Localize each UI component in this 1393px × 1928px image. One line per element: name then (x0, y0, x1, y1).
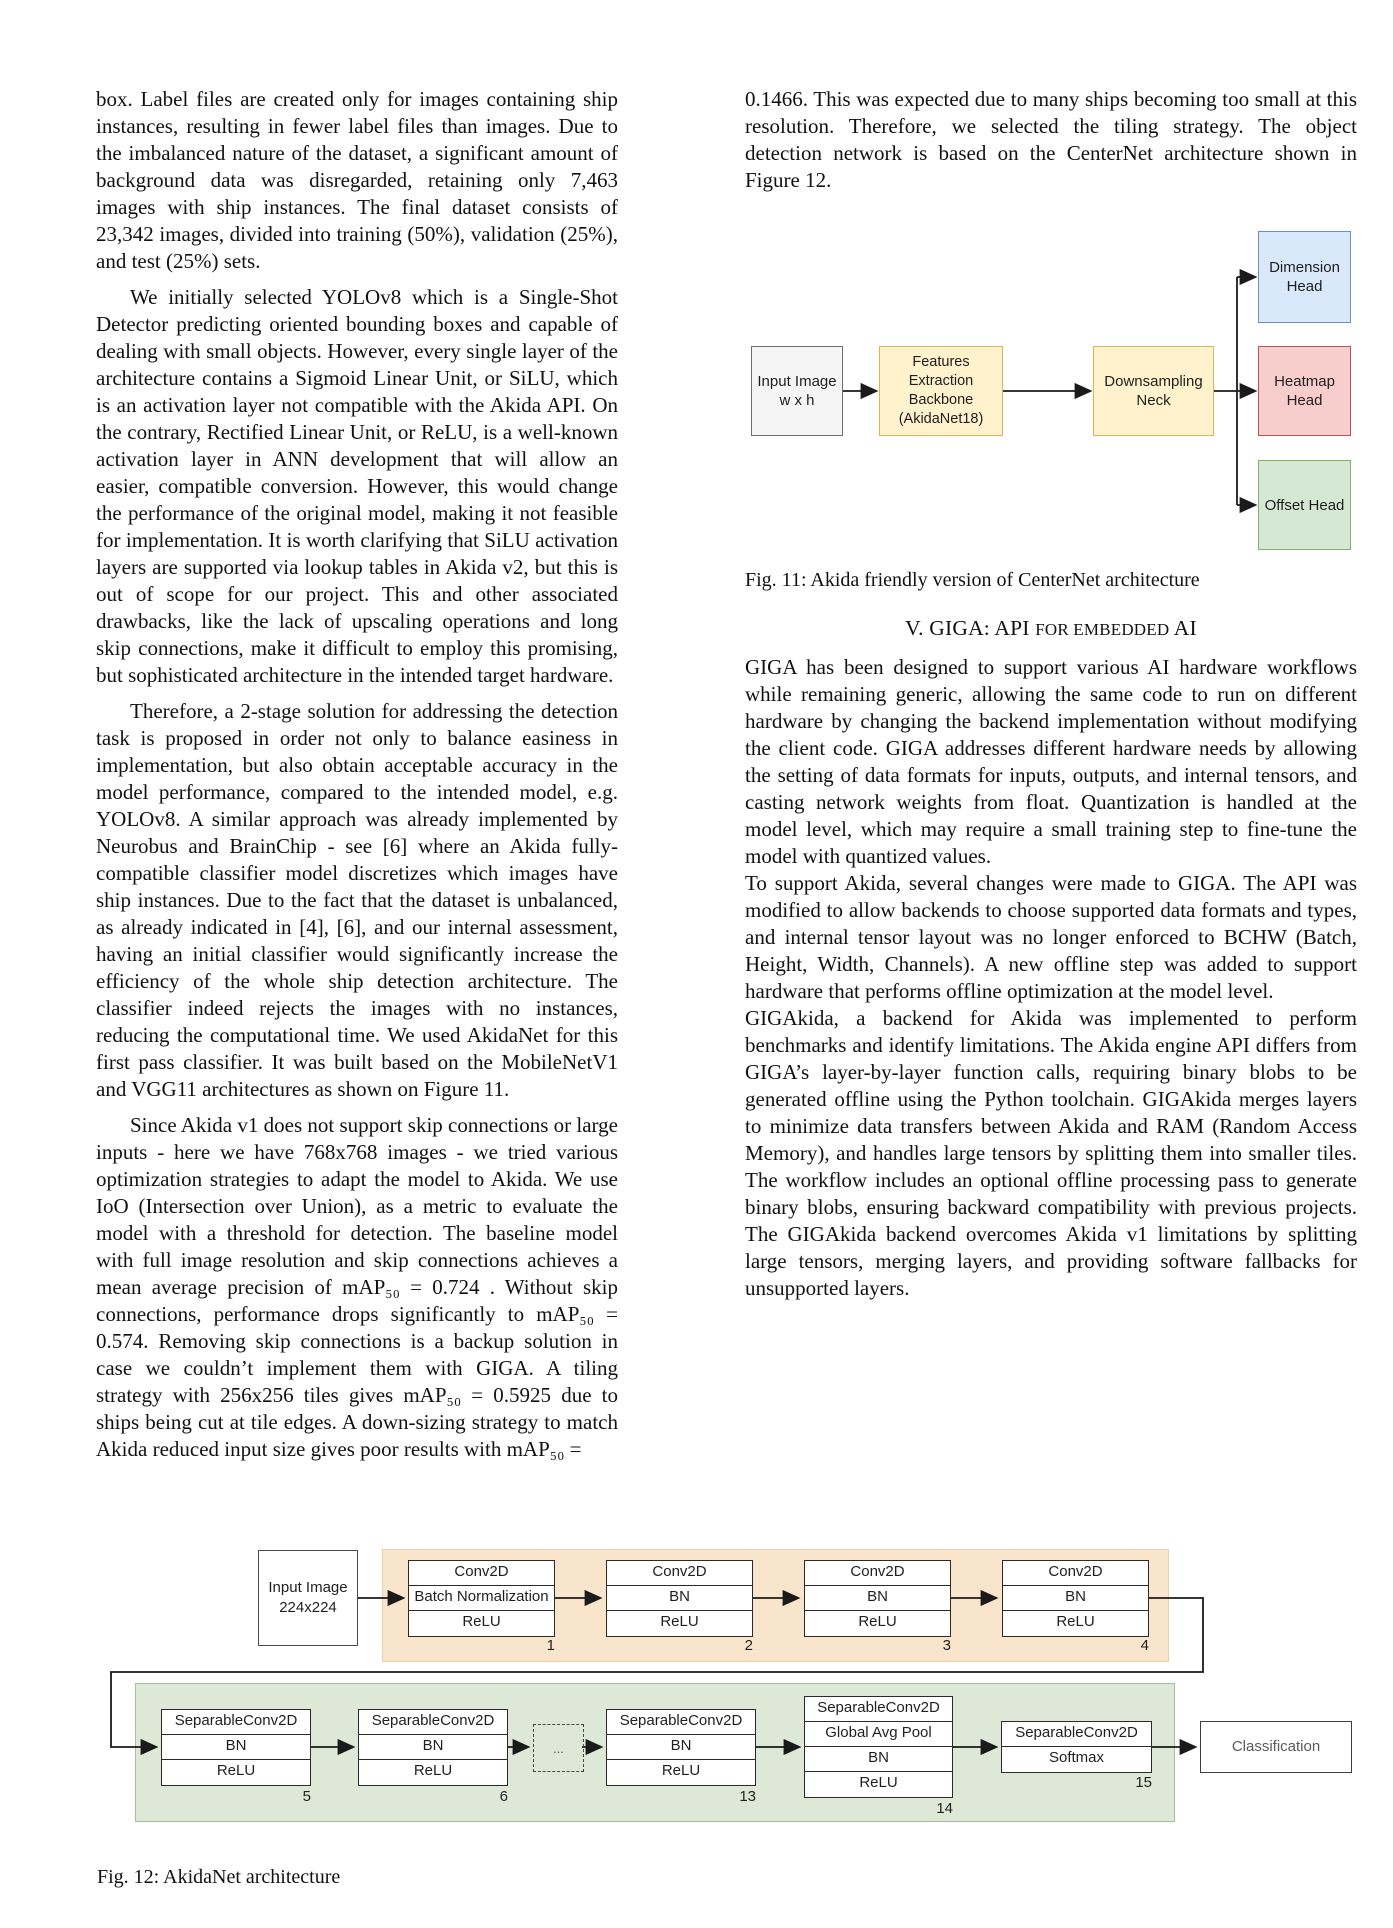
paragraph-yolov8: We initially selected YOLOv8 which is a Single-Shot Detector predicting oriented bounding boxes and capable of dealing with small objects. However, every single layer of the architecture contains a Sigmoid Linear Unit, or SiLU, which is an activation layer not compatible with the Akida API. On the contrary, Rectified Linear Unit, or ReLU, is a well-known activation layer in ANN development that will allow an easier, compatible conversion. However, this would change the performance of the original model, making it not feasible for implementation. It is worth clarifying that SiLU activation layers are supported via lookup tables in Akida v2, but this is out of scope for our project. This and other associated drawbacks, like the lack of upscaling operations and long skip connections, make it difficult to employ this promising, but sophisticated architecture in the intended target hardware. (96, 285, 618, 687)
section-heading-tail: AI (1169, 616, 1197, 640)
fig11-neck-node: Downsampling Neck (1093, 346, 1214, 436)
fig12-block-1: Conv2D Batch Normalization ReLU (408, 1560, 555, 1637)
paragraph-akida-v1: Since Akida v1 does not support skip connections or large inputs - here we have 768x768 images - we tried various optimization strategies to adapt the model to Akida. We use IoO (Intersection over Union), as a metric to evaluate the model with a threshold for detection. The baseline model with full image resolution and skip connections achieves a mean average precision of mAP₅₀ = 0.724 . Without skip connections, performance drops significantly to mAP₅₀ = 0.574. Removing skip connections is a backup solution in case we couldn’t implement them with GIGA. A tiling strategy with 256x256 tiles gives mAP₅₀ = 0.5925 due to ships being cut at tile edges. A down-sizing strategy to match Akida reduced input size gives poor results with mAP₅₀ = (96, 1113, 618, 1461)
fig12-block-13-number: 13 (739, 1788, 756, 1805)
fig12-block-2-number: 2 (744, 1637, 753, 1654)
figure-11 (745, 222, 1357, 558)
fig11-backbone-node: Features Extraction Backbone (AkidaNet18) (879, 346, 1003, 436)
paragraph-gigakida: GIGAkida, a backend for Akida was implemented to perform benchmarks and identify limitations. The Akida engine API differs from GIGA’s layer-by-layer function calls, requiring binary blobs to be generated offline using the Python toolchain. GIGAkida merges layers to minimize data transfers between Akida and RAM (Random Access Memory), and handles large tensors by splitting them into smaller tiles. The workflow includes an optional offline processing pass to generate binary blobs, ensuring backward compatibility with previous projects. The GIGAkida backend overcomes Akida v1 limitations by splitting large tensors, merging layers, and providing software fallbacks for unsupported layers. (745, 1006, 1357, 1300)
fig12-block-5-number: 5 (302, 1788, 311, 1805)
left-column (96, 86, 618, 1472)
fig12-block-3-number: 3 (942, 1637, 951, 1654)
fig11-dimension-head-node: Dimension Head (1258, 231, 1351, 323)
section-heading-smallcaps: FOR EMBEDDED (1035, 620, 1170, 639)
fig12-block-13: SeparableConv2D BN ReLU (606, 1709, 756, 1786)
fig12-block-6-number: 6 (499, 1788, 508, 1805)
ellipsis-label: ... (553, 1740, 564, 1756)
fig12-input-node: Input Image 224x224 (258, 1550, 358, 1646)
section-heading-main: V. GIGA: API (905, 616, 1036, 640)
fig12-block-4: Conv2D BN ReLU (1002, 1560, 1149, 1637)
fig12-block-14: SeparableConv2D Global Avg Pool BN ReLU (804, 1696, 953, 1798)
fig12-block-6: SeparableConv2D BN ReLU (358, 1709, 508, 1786)
fig12-classification-node: Classification (1200, 1721, 1352, 1773)
right-column (745, 86, 1357, 1302)
fig11-input-size: w x h (779, 392, 815, 409)
fig12-block-14-number: 14 (936, 1800, 953, 1817)
fig11-input-node (751, 346, 843, 436)
paragraph-tiling: 0.1466. This was expected due to many ships becoming too small at this resolution. Therefore, we selected the tiling strategy. The object detection network is based on the CenterNet architecture shown in Figure 12. (745, 87, 1357, 192)
fig11-offset-head-node: Offset Head (1258, 460, 1351, 550)
fig12-block-3: Conv2D BN ReLU (804, 1560, 951, 1637)
figure-12 (80, 1540, 1393, 1840)
fig12-block-15: SeparableConv2D Softmax (1001, 1721, 1152, 1773)
fig11-caption: Fig. 11: Akida friendly version of CenterNet architecture (745, 569, 1200, 591)
paragraph-dataset: box. Label files are created only for images containing ship instances, resulting in fewer label files than images. Due to the imbalanced nature of the dataset, a significant amount of background data was disregarded, retaining only 7,463 images with ship instances. The final dataset consists of 23,342 images, divided into training (50%), validation (25%), and test (25%) sets. (96, 87, 618, 273)
fig12-block-15-number: 15 (1135, 1774, 1152, 1791)
paragraph-giga-design: GIGA has been designed to support various AI hardware workflows while remaining generic, allowing the same code to run on different hardware by changing the backend implementation without modifying the client code. GIGA addresses different hardware needs by allowing the setting of data formats for inputs, outputs, and internal tensors, and casting network weights from float. Quantization is handled at the model level, which may require a small training step to fine-tune the model with quantized values. (745, 655, 1357, 868)
paragraph-giga-akida-changes: To support Akida, several changes were made to GIGA. The API was modified to allow backends to choose supported data formats and types, and internal tensor layout was no longer enforced to BCHW (Batch, Height, Width, Channels). A new offline step was added to support hardware that performs offline optimization at the model level. (745, 871, 1357, 1003)
fig12-block-1-number: 1 (546, 1637, 555, 1654)
fig12-caption: Fig. 12: AkidaNet architecture (97, 1866, 341, 1888)
fig11-input-label: Input Image (757, 373, 837, 390)
fig12-block-5: SeparableConv2D BN ReLU (161, 1709, 311, 1786)
fig12-block-2: Conv2D BN ReLU (606, 1560, 753, 1637)
fig12-block-4-number: 4 (1140, 1637, 1149, 1654)
section-heading (745, 616, 1357, 641)
fig11-heatmap-head-node: Heatmap Head (1258, 346, 1351, 436)
fig12-ellipsis-node (533, 1724, 584, 1772)
paragraph-two-stage: Therefore, a 2-stage solution for addressing the detection task is proposed in order not only to balance easiness in implementation, but also obtain acceptable accuracy in the model performance, compared to the intended model, e.g. YOLOv8. A similar approach was already implemented by Neurobus and BrainChip - see [6] where an Akida fully-compatible classifier model discretizes which images have ship instances. Due to the fact that the dataset is unbalanced, as already indicated in [4], [6], and our internal assessment, having an initial classifier would significantly increase the efficiency of the whole ship detection architecture. The classifier indeed rejects the images with no instances, reducing the computational time. We used AkidaNet for this first pass classifier. It was built based on the MobileNetV1 and VGG11 architectures as shown on Figure 11. (96, 699, 618, 1101)
